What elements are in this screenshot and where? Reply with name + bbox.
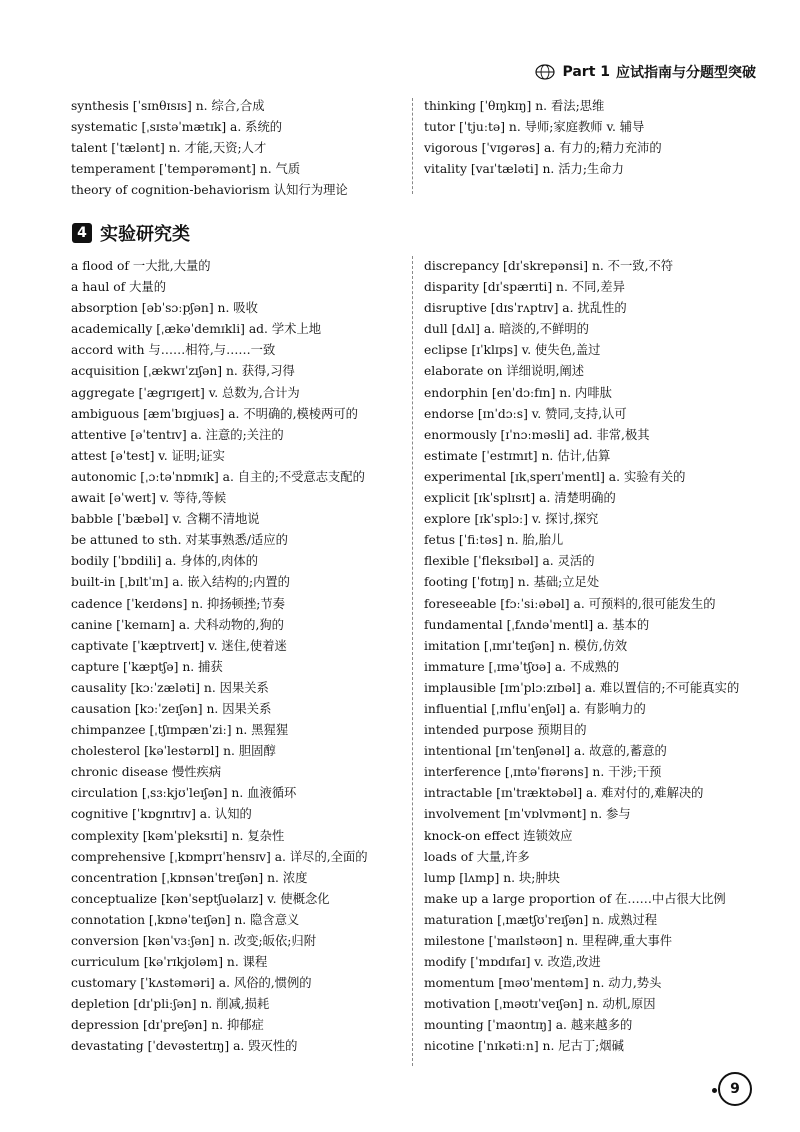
vocab-entry: attentive [əˈtentɪv] a. 注意的;关注的	[71, 427, 284, 442]
section-heading	[72, 220, 190, 246]
vocab-entry: mounting [ˈmaʊntɪŋ] a. 越来越多的	[424, 1018, 633, 1033]
vocab-entry: elaborate on 详细说明,阐述	[424, 364, 585, 379]
vocab-entry: conversion [kənˈvɜːʃən] n. 改变;皈依;归附	[71, 934, 317, 948]
vocab-entry: systematic [ˌsɪstəˈmætɪk] a. 系统的	[71, 120, 283, 135]
vocab-entry: bodily [ˈbɒdili] a. 身体的,肉体的	[71, 554, 259, 569]
vocab-entry: modify [ˈmɒdɪfaɪ] v. 改造,改进	[424, 955, 601, 970]
vocab-entry: captivate [ˈkæptɪveɪt] v. 迷住,使着迷	[71, 638, 287, 653]
top-left-column	[71, 96, 411, 201]
vocab-entry: autonomic [ˌɔːtəˈnɒmɪk] a. 自主的;不受意志支配的	[71, 469, 365, 484]
vocab-entry: conceptualize [kənˈseptʃuəlaɪz] v. 使概念化	[71, 891, 330, 906]
vocab-entry: temperament [ˈtempərəmənt] n. 气质	[71, 162, 301, 177]
vocab-entry: complexity [kəmˈpleksɪti] n. 复杂性	[71, 828, 285, 843]
vocab-entry: causation [kɔːˈzeɪʃən] n. 因果关系	[71, 701, 272, 716]
vocab-entry: disparity [dɪˈspærɪti] n. 不同,差异	[424, 280, 625, 295]
vocab-entry: acquisition [ˌækwɪˈzɪʃən] n. 获得,习得	[71, 364, 295, 379]
vocab-entry: explicit [ɪkˈsplɪsɪt] a. 清楚明确的	[424, 491, 616, 506]
vocab-entry: babble [ˈbæbəl] v. 含糊不清地说	[71, 512, 260, 527]
vocab-entry: capture [ˈkæptʃə] n. 捕获	[71, 659, 223, 674]
vocab-entry: flexible [ˈfleksɪbəl] a. 灵活的	[424, 554, 595, 569]
header-title: 应试指南与分题型突破	[616, 65, 756, 81]
vocab-entry: talent [ˈtælənt] n. 才能,天资;人才	[71, 141, 267, 156]
page-dot-icon	[712, 1088, 717, 1093]
vocab-entry: fetus [ˈfiːtəs] n. 胎,胎儿	[424, 533, 564, 548]
vocab-entry: customary [ˈkʌstəməri] a. 风俗的,惯例的	[71, 976, 312, 991]
vocab-entry: milestone [ˈmaɪlstəʊn] n. 里程碑,重大事件	[424, 934, 673, 948]
vocab-entry: aggregate [ˈægrɪgeɪt] v. 总数为,合计为	[71, 385, 300, 400]
vocab-entry: curriculum [kəˈrɪkjʊləm] n. 课程	[71, 955, 268, 970]
vocab-entry: experimental [ɪkˌsperɪˈmentl] a. 实验有关的	[424, 469, 686, 484]
vocab-entry: intractable [ɪnˈtræktəbəl] a. 难对付的,难解决的	[424, 786, 704, 801]
vocab-entry: knock-on effect 连锁效应	[424, 828, 573, 843]
main-left-column	[71, 256, 411, 1058]
vocab-entry: discrepancy [dɪˈskrepənsi] n. 不一致,不符	[424, 259, 674, 273]
vocab-entry: enormously [ɪˈnɔːməsli] ad. 非常,极其	[424, 427, 650, 442]
vocab-entry: synthesis [ˈsɪnθɪsɪs] n. 综合,合成	[71, 99, 265, 113]
vocab-entry: chronic disease 慢性疾病	[71, 765, 222, 780]
vocab-entry: momentum [məʊˈmentəm] n. 动力,势头	[424, 976, 662, 991]
vocab-entry: dull [dʌl] a. 暗淡的,不鲜明的	[424, 322, 589, 337]
vocab-entry: accord with 与……相符,与……一致	[71, 343, 276, 358]
vocab-entry: attest [əˈtest] v. 证明;证实	[71, 448, 225, 463]
vocab-entry: imitation [ˌɪmɪˈteɪʃən] n. 模仿,仿效	[424, 638, 628, 653]
header-part: Part 1	[562, 64, 610, 80]
vocab-entry: canine [ˈkeɪnaɪn] a. 犬科动物的,狗的	[71, 617, 284, 632]
vocab-entry: implausible [ɪmˈplɔːzɪbəl] a. 难以置信的;不可能真实的	[424, 680, 740, 695]
vocab-entry: endorphin [enˈdɔːfɪn] n. 内啡肽	[424, 385, 612, 400]
vocab-entry: loads of 大量,许多	[424, 849, 530, 864]
vocab-entry: connotation [ˌkɒnəˈteɪʃən] n. 隐含意义	[71, 912, 300, 927]
vocab-entry: cholesterol [kəˈlestərɒl] n. 胆固醇	[71, 744, 276, 759]
vocab-entry: motivation [ˌməʊtɪˈveɪʃən] n. 动机,原因	[424, 997, 656, 1012]
vocab-entry: estimate [ˈestɪmɪt] n. 估计,估算	[424, 448, 611, 463]
vocab-entry: circulation [ˌsɜːkjʊˈleɪʃən] n. 血液循环	[71, 786, 297, 801]
vocab-entry: chimpanzee [ˌtʃɪmpænˈziː] n. 黑猩猩	[71, 723, 289, 738]
page-header	[534, 62, 756, 82]
vocab-entry: cognitive [ˈkɒgnɪtɪv] a. 认知的	[71, 807, 252, 822]
vocab-entry: tutor [ˈtjuːtə] n. 导师;家庭教师 v. 辅导	[424, 120, 645, 135]
column-divider	[412, 98, 413, 194]
vocab-entry: endorse [ɪnˈdɔːs] v. 赞同,支持,认可	[424, 406, 627, 421]
vocab-entry: depletion [dɪˈpliːʃən] n. 削减,损耗	[71, 997, 270, 1012]
vocab-entry: maturation [ˌmætʃʊˈreɪʃən] n. 成熟过程	[424, 912, 658, 927]
vocab-entry: foreseeable [fɔːˈsiːəbəl] a. 可预料的,很可能发生的	[424, 596, 716, 611]
vocab-entry: built-in [ˌbɪltˈɪn] a. 嵌入结构的;内置的	[71, 575, 290, 590]
vocab-entry: involvement [ɪnˈvɒlvmənt] n. 参与	[424, 807, 631, 822]
vocab-entry: comprehensive [ˌkɒmprɪˈhensɪv] a. 详尽的,全面的	[71, 849, 368, 864]
section-title: 实验研究类	[100, 224, 190, 245]
vocab-entry: nicotine [ˈnɪkətiːn] n. 尼古丁;烟碱	[424, 1039, 624, 1054]
vocab-entry: vigorous [ˈvɪgərəs] a. 有力的;精力充沛的	[424, 141, 662, 156]
vocab-entry: intended purpose 预期目的	[424, 723, 587, 738]
vocab-entry: disruptive [dɪsˈrʌptɪv] a. 扰乱性的	[424, 301, 627, 316]
vocab-entry: academically [ˌækəˈdemɪkli] ad. 学术上地	[71, 322, 322, 337]
top-right-column	[424, 96, 764, 180]
vocab-entry: causality [kɔːˈzæləti] n. 因果关系	[71, 680, 269, 695]
vocab-entry: make up a large proportion of 在……中占很大比例	[424, 891, 726, 906]
vocab-entry: eclipse [ɪˈklɪps] v. 使失色,盖过	[424, 343, 601, 358]
main-right-column	[424, 256, 764, 1058]
page-number: 9	[718, 1072, 752, 1106]
globe-icon	[534, 63, 556, 81]
vocab-entry: interference [ˌɪntəˈfɪərəns] n. 干涉;干预	[424, 765, 662, 780]
vocab-entry: devastating [ˈdevəsteɪtɪŋ] a. 毁灭性的	[71, 1039, 298, 1054]
vocab-entry: thinking [ˈθɪŋkɪŋ] n. 看法;思维	[424, 99, 605, 113]
vocab-entry: influential [ˌɪnfluˈenʃəl] a. 有影响力的	[424, 701, 646, 716]
vocab-entry: footing [ˈfʊtɪŋ] n. 基础;立足处	[424, 575, 600, 590]
vocab-entry: lump [lʌmp] n. 块;肿块	[424, 870, 560, 885]
vocab-entry: a haul of 大量的	[71, 280, 167, 295]
vocab-entry: immature [ˌɪməˈtʃʊə] a. 不成熟的	[424, 659, 620, 674]
vocab-entry: a flood of 一大批,大量的	[71, 259, 211, 273]
section-number: 4	[72, 223, 92, 243]
vocab-entry: absorption [əbˈsɔːpʃən] n. 吸收	[71, 301, 258, 316]
vocab-entry: be attuned to sth. 对某事熟悉/适应的	[71, 533, 288, 548]
vocab-entry: concentration [ˌkɒnsənˈtreɪʃən] n. 浓度	[71, 870, 308, 885]
vocab-entry: vitality [vaɪˈtæləti] n. 活力;生命力	[424, 162, 624, 177]
vocab-entry: ambiguous [æmˈbɪgjuəs] a. 不明确的,模棱两可的	[71, 406, 358, 421]
vocab-entry: fundamental [ˌfʌndəˈmentl] a. 基本的	[424, 617, 650, 632]
vocab-entry: await [əˈweɪt] v. 等待,等候	[71, 491, 227, 506]
column-divider	[412, 256, 413, 1066]
vocab-entry: explore [ɪkˈsplɔː] v. 探讨,探究	[424, 512, 599, 527]
vocab-entry: cadence [ˈkeɪdəns] n. 抑扬顿挫;节奏	[71, 596, 285, 611]
vocab-entry: intentional [ɪnˈtenʃənəl] a. 故意的,蓄意的	[424, 744, 667, 759]
vocab-entry: theory of cognition-behaviorism 认知行为理论	[71, 183, 348, 198]
vocab-entry: depression [dɪˈpreʃən] n. 抑郁症	[71, 1018, 264, 1033]
